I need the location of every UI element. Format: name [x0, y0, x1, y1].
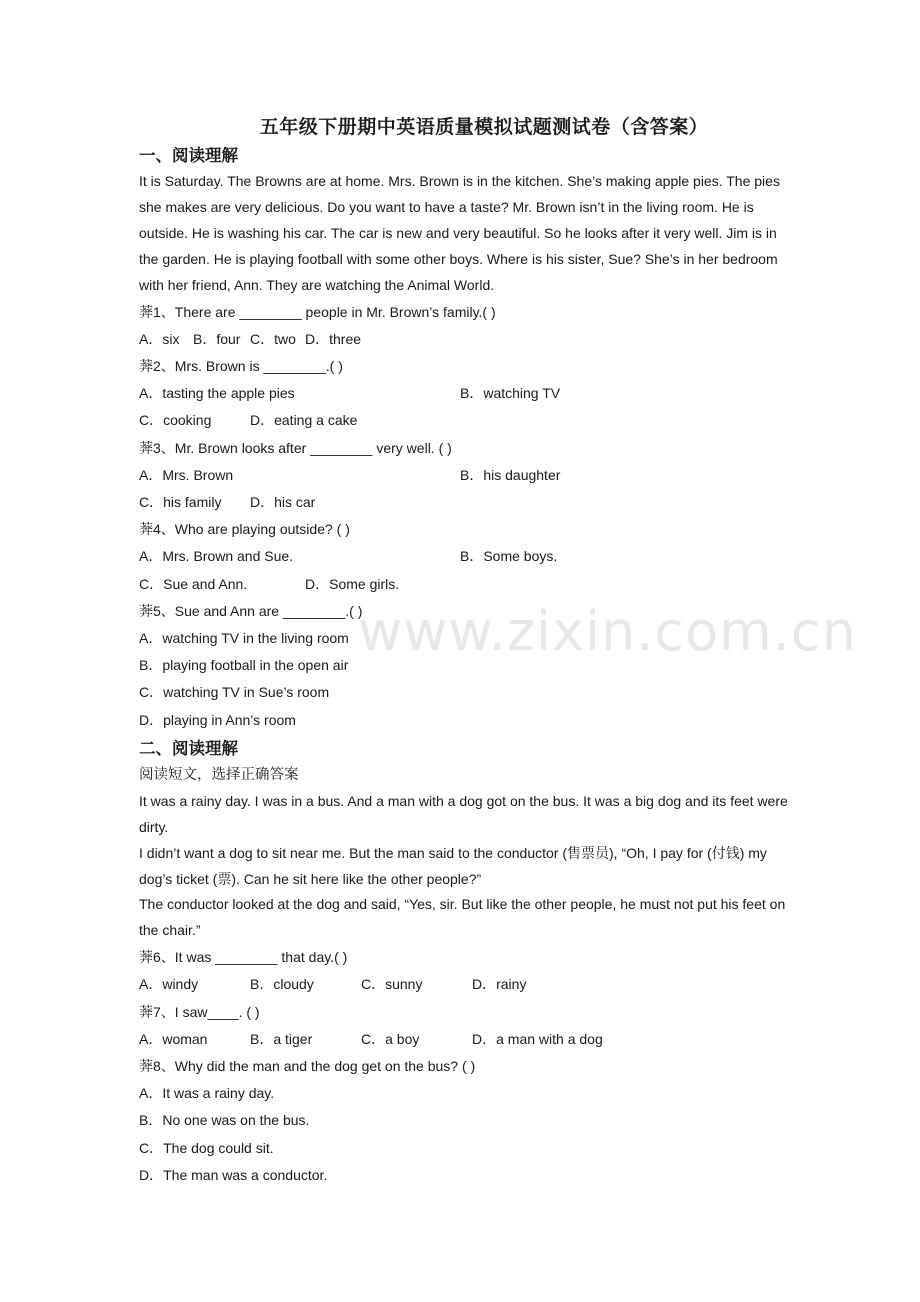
section-1-passage: It is Saturday. The Browns are at home. Mrs. Brown is in the kitchen. She’s making apple pies. The pies she makes are very delicious. Do you want to have a taste? Mr. Brown isn’t in the living room. He is outside. He is washing his car. The car is new and very beautiful. So he looks after it very well. Jim is in the garden. He is playing football with some other boys. Where is his sister, Sue? She’s in her bedroom with her friend, Ann. They are watching the Animal World. — [139, 173, 780, 293]
option: D．eating a cake — [250, 412, 358, 429]
question-2-options-row-2 — [139, 407, 789, 434]
question-3-stem: 莾3、Mr. Brown looks after ________ very well. ( ) — [139, 439, 452, 456]
question-5-stem: 莾5、Sue and Ann are ________.( ) — [139, 602, 363, 619]
section-2-paragraph-1: It was a rainy day. I was in a bus. And a man with a dog got on the bus. It was a big dog and its feet were dirty. — [139, 792, 788, 835]
option: A．Mrs. Brown and Sue. — [139, 548, 294, 565]
option: A．six — [139, 330, 180, 347]
section-2-instruction: 阅读短文，选择正确答案 — [139, 766, 299, 783]
option: A．windy — [139, 976, 199, 993]
question-4-options-row-1 — [139, 543, 789, 570]
question-7-options — [139, 1026, 789, 1053]
option: B．playing football in the open air — [139, 657, 349, 674]
option: C．cooking — [139, 412, 212, 429]
section-2-paragraph-2: I didn’t want a dog to sit near me. But the man said to the conductor (售票员), “Oh, I pay for (付钱) my dog’s ticket (票). Can he sit here like the other people?” — [139, 844, 767, 887]
question-4-options-row-2 — [139, 571, 789, 598]
question-3-options-row-1 — [139, 462, 789, 489]
option: B．his daughter — [460, 466, 561, 483]
question-1-stem: 莾1、There are ________ people in Mr. Brown’s family.( ) — [139, 303, 496, 320]
section-1-heading: 一、阅读理解 — [139, 146, 238, 165]
option: A．watching TV in the living room — [139, 629, 349, 646]
option: D．rainy — [472, 976, 527, 993]
question-4-stem: 莾4、Who are playing outside? ( ) — [139, 521, 350, 538]
option: C．two — [250, 330, 296, 347]
option: B．No one was on the bus. — [139, 1112, 310, 1129]
question-6-options — [139, 971, 789, 998]
question-1-options — [139, 326, 789, 353]
section-2-paragraph-3: The conductor looked at the dog and said, “Yes, sir. But like the other people, he must not put his feet on the chair.” — [139, 896, 786, 939]
option: B．Some boys. — [460, 548, 558, 565]
question-6-stem: 莾6、It was ________ that day.( ) — [139, 949, 348, 966]
option: A．It was a rainy day. — [139, 1085, 275, 1102]
question-2-options-row-1 — [139, 380, 789, 407]
document-title: 五年级下册期中英语质量模拟试题测试卷（含答案） — [259, 116, 709, 138]
option: C．a boy — [361, 1030, 420, 1047]
option: B．a tiger — [250, 1030, 313, 1047]
question-8-stem: 莾8、Why did the man and the dog get on the bus? ( ) — [139, 1058, 476, 1075]
option: B．cloudy — [250, 976, 314, 993]
option: B．watching TV — [460, 385, 561, 402]
question-7-stem: 莾7、I saw____. ( ) — [139, 1003, 260, 1020]
option: C．sunny — [361, 976, 423, 993]
option: C．his family — [139, 493, 222, 510]
question-2-stem: 莾2、Mrs. Brown is ________.( ) — [139, 357, 343, 374]
option: A．tasting the apple pies — [139, 385, 295, 402]
option: D．three — [305, 330, 362, 347]
option: C．Sue and Ann. — [139, 575, 248, 592]
option: B．four — [193, 330, 241, 347]
section-2-heading: 二、阅读理解 — [139, 738, 238, 758]
option: A．Mrs. Brown — [139, 466, 234, 483]
question-3-options-row-2 — [139, 489, 789, 516]
option: D．playing in Ann’s room — [139, 711, 296, 728]
option: C．The dog could sit. — [139, 1139, 274, 1156]
option: D．Some girls. — [305, 575, 400, 592]
option: C．watching TV in Sue’s room — [139, 684, 330, 701]
option: D．his car — [250, 493, 316, 510]
option: D．a man with a dog — [472, 1030, 603, 1047]
option: D．The man was a conductor. — [139, 1166, 328, 1183]
option: A．woman — [139, 1030, 208, 1047]
watermark-text: www.zixin.com.cn — [358, 600, 857, 663]
